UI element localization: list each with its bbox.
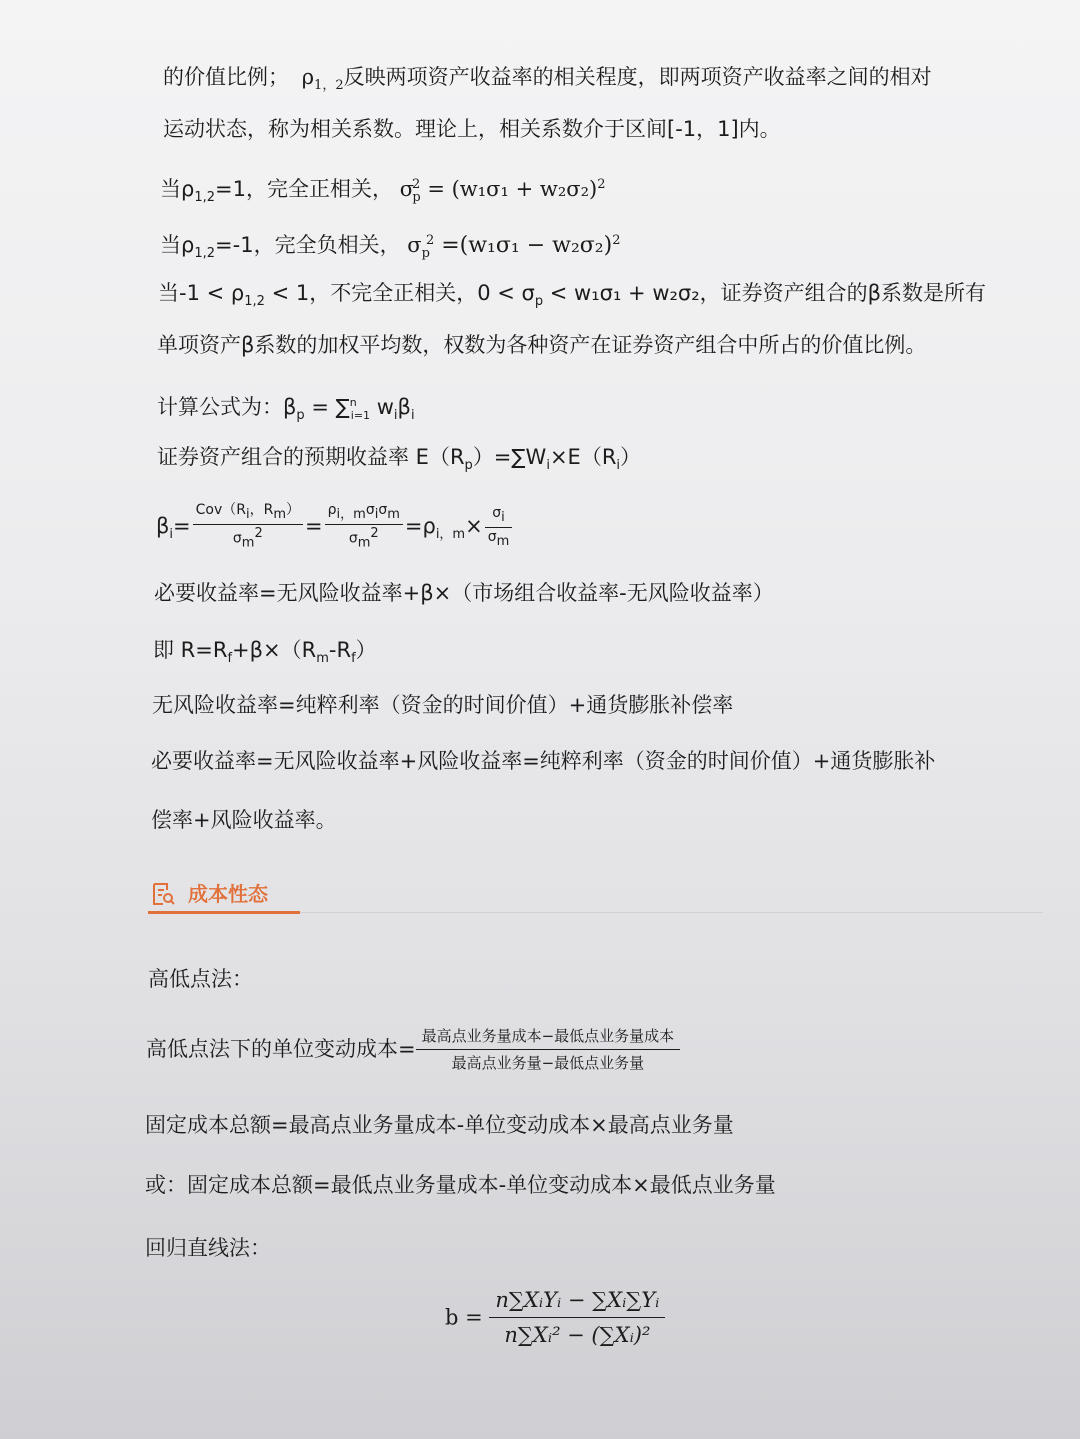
fraction-sigma-ratio: $\frac{\sigma_i}{\sigma_m}$ [485, 504, 513, 551]
text-line-fixed-cost-1: 固定成本总额=最高点业务量成本-单位变动成本×最高点业务量 [145, 1113, 734, 1137]
formula-unit-variable-cost: 高低点法下的单位变动成本= $\frac{\text{最高点业务量成本−最低点业务量成本}}{\text{最高点业务量−最低点业务量}}$ [146, 1018, 680, 1079]
formula-line-perfect-positive: 当$\rho_{1,2}=1$，完全正相关， $\sigma^2_p = (w_1\sigma_1 + w_2\sigma_2)^2$ [160, 177, 606, 206]
text-line-2: 运动状态，称为相关系数。理论上，相关系数介于区间[-1，1]内。 [163, 117, 781, 141]
text-line-regression-method: 回归直线法： [145, 1236, 271, 1260]
formula-capm: 即 $R=R_f+\beta\times(R_m-R_f)$ [153, 638, 377, 667]
formula-regression-slope: b = n∑XᵢYᵢ − ∑Xᵢ∑Yᵢ n∑Xᵢ² − (∑Xᵢ)² [445, 1283, 665, 1352]
fraction-rho-sigma-over-variance: $\frac{\rho_{i,m}\sigma_i\sigma_m}{\sigma_m^2}$ [325, 501, 403, 552]
text-line-high-low-method: 高低点法： [148, 967, 253, 991]
text-line-1: 的价值比例； $\rho_{1,2}$反映两项资产收益率的相关程度，即两项资产收益率之间的相对 [163, 65, 932, 94]
section-header-cost-behavior [148, 878, 1043, 918]
fraction-regression: n∑XᵢYᵢ − ∑Xᵢ∑Yᵢ n∑Xᵢ² − (∑Xᵢ)² [489, 1283, 665, 1352]
text-line-required-return-2: 必要收益率=无风险收益率+风险收益率=纯粹利率（资金的时间价值）+通货膨胀补 [151, 749, 936, 773]
fraction-cov-over-variance: $\frac{Cov(R_i,R_m)}{\sigma_m^2}$ [193, 501, 303, 552]
text-line-partial-correlation: 当$-1 < \rho_{1,2} < 1$，不完全正相关，$0 < \sigma_p < w_1\sigma_1 + w_2\sigma_2$，证券资产组合的β系数是所有 [158, 281, 987, 310]
fraction-unit-variable-cost: $\frac{\text{最高点业务量成本−最低点业务量成本}}{\text{最高点业务量−最低点业务量}}$ [416, 1023, 681, 1076]
section-title: 成本性态 [188, 882, 268, 906]
text-line-risk-free-rate: 无风险收益率=纯粹利率（资金的时间价值）+通货膨胀补偿率 [152, 693, 734, 717]
text-line-required-return: 必要收益率=无风险收益率+β×（市场组合收益率-无风险收益率） [154, 581, 774, 605]
text-line-beta-weighted: 单项资产β系数的加权平均数，权数为各种资产在证券资产组合中所占的价值比例。 [157, 333, 927, 357]
text-line-fixed-cost-2: 或：固定成本总额=最低点业务量成本-单位变动成本×最低点业务量 [145, 1173, 776, 1197]
section-accent-bar [148, 911, 300, 914]
document-search-icon [150, 881, 176, 907]
formula-line-perfect-negative: 当$\rho_{1,2}=-1$，完全负相关， $\sigma_p^2 =(w_1\sigma_1 - w_2\sigma_2)^2$ [160, 233, 621, 262]
text-line-required-return-3: 偿率+风险收益率。 [151, 808, 337, 832]
formula-expected-return: 证券资产组合的预期收益率 $E(R_p)=\sum W_i\times E(R_i)$ [157, 445, 642, 474]
formula-portfolio-beta: 计算公式为：$\beta_p = \sum^n_{i=1}$ $w_i\beta_i$ [157, 395, 415, 424]
formula-individual-beta: $\beta_i=$ $\frac{Cov(R_i,R_m)}{\sigma_m^2}$ = $\frac{\rho_{i,m}\sigma_i\sigma_m}{\sigma_m^2}$ $=\rho_{i,m}\times$ $\frac{\sigma_i}{\sigma_m}$ [156, 500, 514, 561]
